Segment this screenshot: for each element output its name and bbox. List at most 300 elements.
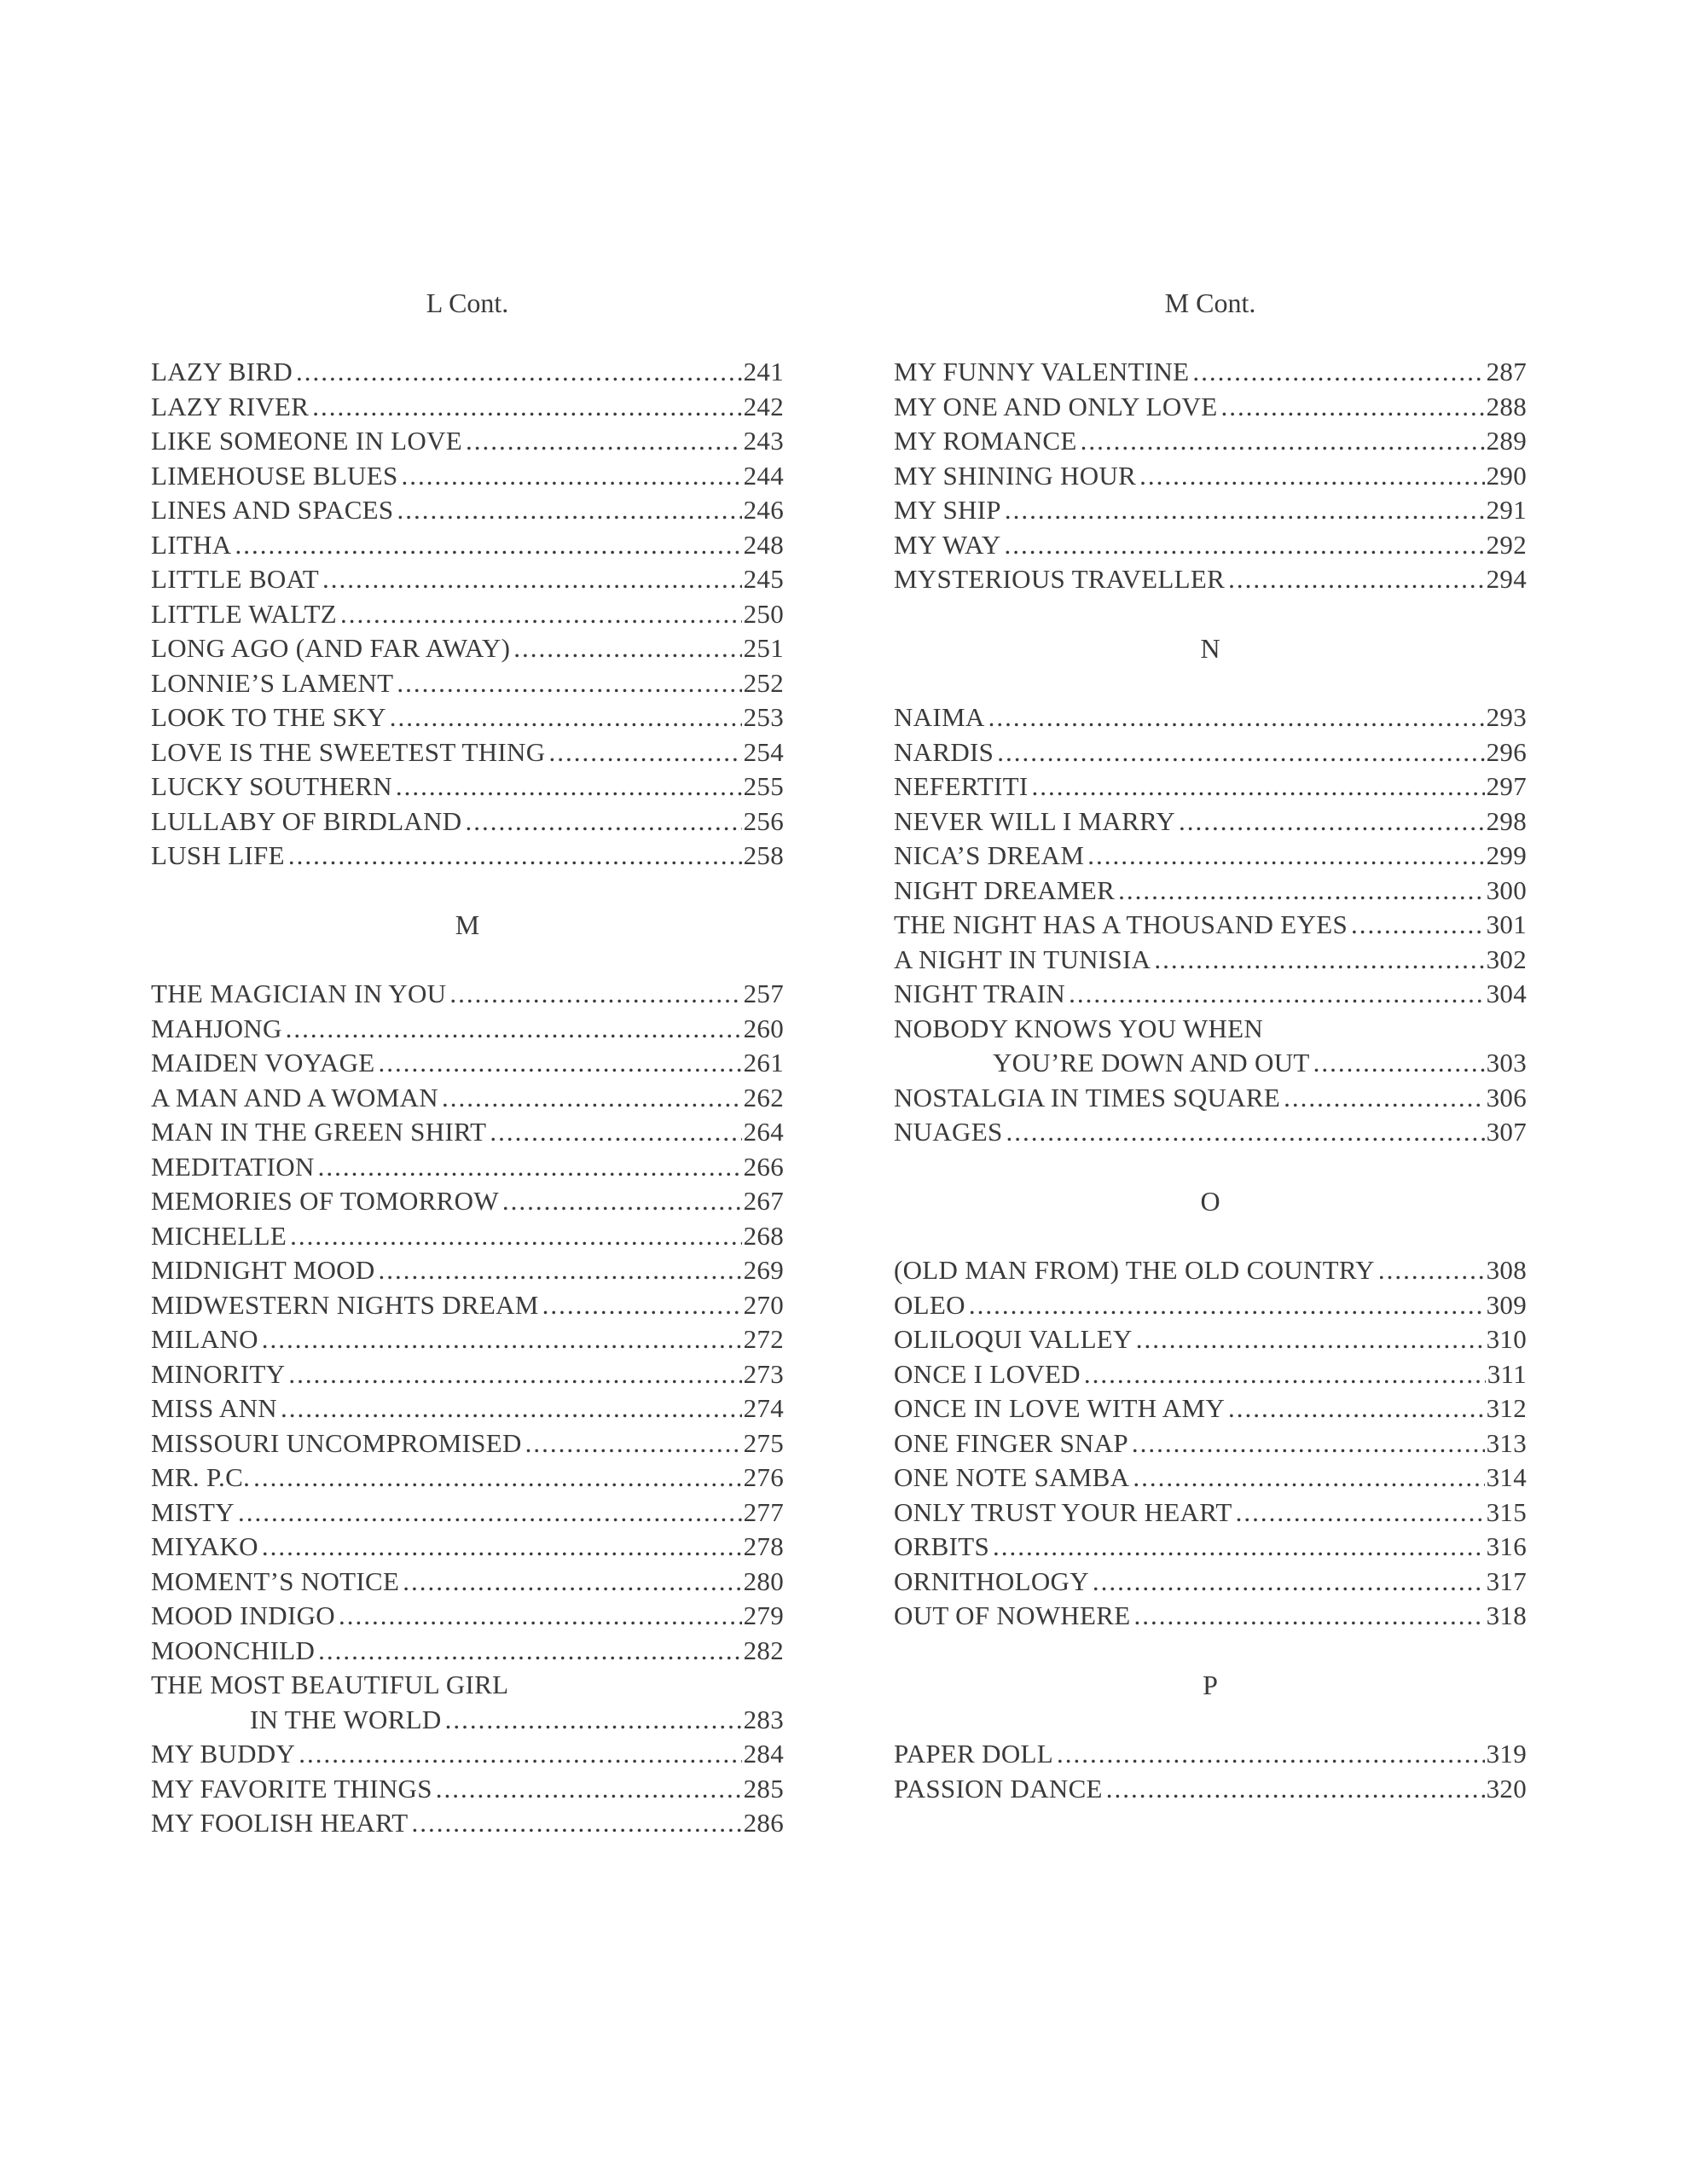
entry-page-number: 270 bbox=[743, 1289, 784, 1320]
toc-entry-list bbox=[151, 355, 784, 874]
entry-title: MR. P.C. bbox=[151, 1462, 251, 1492]
dot-leader bbox=[318, 1634, 741, 1669]
dot-leader bbox=[1228, 562, 1485, 597]
entry-page-number: 286 bbox=[743, 1808, 784, 1838]
entry-title: OLEO bbox=[894, 1289, 965, 1320]
toc-entry[interactable] bbox=[151, 666, 784, 701]
entry-page-number: 273 bbox=[743, 1358, 784, 1389]
dot-leader bbox=[1032, 770, 1485, 804]
toc-entry[interactable] bbox=[151, 804, 784, 839]
toc-entry[interactable] bbox=[894, 1253, 1527, 1288]
entry-title: MISS ANN bbox=[151, 1393, 277, 1423]
dot-leader bbox=[411, 1806, 741, 1841]
toc-entry[interactable] bbox=[894, 943, 1527, 978]
dot-leader bbox=[1378, 1253, 1485, 1288]
toc-entry[interactable] bbox=[151, 1184, 784, 1219]
dot-leader bbox=[1139, 459, 1485, 494]
dot-leader bbox=[1006, 1115, 1485, 1150]
toc-entry[interactable] bbox=[894, 874, 1527, 909]
toc-entry[interactable] bbox=[151, 770, 784, 804]
entry-title: MAN IN THE GREEN SHIRT bbox=[151, 1117, 487, 1147]
entry-page-number: 277 bbox=[743, 1496, 784, 1527]
entry-page-number: 243 bbox=[743, 426, 784, 456]
entry-title: OLILOQUI VALLEY bbox=[894, 1324, 1133, 1354]
entry-title-continued: YOU’RE DOWN AND OUT bbox=[993, 1048, 1310, 1077]
dot-leader bbox=[262, 1322, 742, 1357]
dot-leader bbox=[339, 1599, 742, 1634]
entry-page-number: 278 bbox=[743, 1531, 784, 1561]
left-column bbox=[151, 286, 784, 1875]
toc-entry[interactable] bbox=[151, 562, 784, 597]
dot-leader bbox=[402, 459, 742, 494]
section-heading: M Cont. bbox=[1164, 288, 1256, 318]
toc-entry[interactable] bbox=[894, 1737, 1527, 1772]
entry-title: MISSOURI UNCOMPROMISED bbox=[151, 1427, 522, 1458]
dot-leader bbox=[502, 1184, 742, 1219]
entry-title: NEFERTITI bbox=[894, 771, 1029, 801]
dot-leader bbox=[290, 1219, 741, 1254]
dot-leader bbox=[1154, 943, 1484, 978]
entry-page-number: 307 bbox=[1486, 1117, 1527, 1147]
dot-leader bbox=[1313, 1046, 1487, 1081]
toc-entry[interactable] bbox=[151, 1496, 784, 1531]
toc-entry[interactable] bbox=[151, 1115, 784, 1150]
entry-title: NIGHT TRAIN bbox=[894, 979, 1066, 1008]
dot-leader bbox=[1069, 977, 1485, 1012]
dot-leader bbox=[397, 666, 741, 701]
entry-title: MY SHIP bbox=[894, 495, 1001, 525]
entry-title: MEDITATION bbox=[151, 1151, 315, 1182]
entry-title: ORNITHOLOGY bbox=[894, 1565, 1089, 1596]
dot-leader bbox=[299, 1737, 741, 1772]
toc-entry[interactable] bbox=[894, 1772, 1527, 1807]
entry-title: A NIGHT IN TUNISIA bbox=[894, 944, 1151, 974]
entry-page-number: 315 bbox=[1486, 1496, 1527, 1527]
entry-page-number: 317 bbox=[1486, 1565, 1527, 1596]
toc-entry[interactable] bbox=[151, 1530, 784, 1565]
section-heading: O bbox=[1200, 1186, 1220, 1217]
toc-entry[interactable] bbox=[894, 355, 1527, 390]
dot-leader bbox=[1093, 1565, 1485, 1600]
toc-entry-list bbox=[894, 1253, 1527, 1634]
toc-entry[interactable] bbox=[894, 839, 1527, 874]
toc-entry[interactable] bbox=[894, 459, 1527, 494]
entry-title: MICHELLE bbox=[151, 1220, 287, 1251]
toc-entry[interactable] bbox=[151, 1046, 784, 1081]
dot-leader bbox=[466, 424, 742, 459]
entry-page-number: 255 bbox=[743, 771, 784, 801]
toc-entry[interactable] bbox=[894, 1081, 1527, 1116]
dot-leader bbox=[1136, 1322, 1485, 1357]
entry-page-number: 251 bbox=[743, 633, 784, 663]
entry-title: MAIDEN VOYAGE bbox=[151, 1048, 375, 1077]
entry-title: (OLD MAN FROM) THE OLD COUNTRY bbox=[894, 1255, 1375, 1285]
entry-page-number: 302 bbox=[1486, 944, 1527, 974]
entry-page-number: 283 bbox=[743, 1704, 784, 1734]
entry-page-number: 308 bbox=[1486, 1255, 1527, 1285]
entry-title: LUSH LIFE bbox=[151, 840, 285, 870]
toc-entry[interactable] bbox=[151, 1391, 784, 1426]
entry-title: PASSION DANCE bbox=[894, 1773, 1103, 1804]
dot-leader bbox=[1192, 355, 1484, 390]
entry-page-number: 301 bbox=[1486, 909, 1527, 939]
entry-page-number: 266 bbox=[743, 1151, 784, 1182]
toc-entry[interactable] bbox=[151, 977, 784, 1012]
entry-page-number: 296 bbox=[1486, 736, 1527, 767]
dot-leader bbox=[513, 631, 741, 666]
entry-page-number: 291 bbox=[1486, 495, 1527, 525]
toc-entry-list bbox=[894, 700, 1527, 1150]
entry-title: NUAGES bbox=[894, 1117, 1003, 1147]
toc-entry[interactable] bbox=[894, 493, 1527, 528]
entry-title: MIDNIGHT MOOD bbox=[151, 1255, 375, 1285]
toc-entry[interactable] bbox=[151, 700, 784, 735]
entry-page-number: 313 bbox=[1486, 1427, 1527, 1458]
entry-page-number: 275 bbox=[743, 1427, 784, 1458]
toc-entry[interactable] bbox=[151, 493, 784, 528]
entry-page-number: 314 bbox=[1486, 1462, 1527, 1492]
dot-leader bbox=[993, 1530, 1485, 1565]
entry-page-number: 261 bbox=[743, 1048, 784, 1077]
entry-title: MY ONE AND ONLY LOVE bbox=[894, 391, 1218, 421]
toc-entry[interactable] bbox=[894, 908, 1527, 943]
dot-leader bbox=[542, 1288, 742, 1323]
toc-entry[interactable] bbox=[151, 597, 784, 632]
toc-entry[interactable] bbox=[894, 1599, 1527, 1634]
dot-leader bbox=[1220, 390, 1484, 425]
entry-title: MY FUNNY VALENTINE bbox=[894, 357, 1190, 386]
entry-page-number: 245 bbox=[743, 564, 784, 594]
toc-entry[interactable] bbox=[151, 1253, 784, 1288]
toc-entry[interactable] bbox=[151, 1668, 784, 1737]
entry-title: MIYAKO bbox=[151, 1531, 258, 1561]
entry-page-number: 264 bbox=[743, 1117, 784, 1147]
section-p bbox=[894, 1668, 1527, 1806]
dot-leader bbox=[490, 1115, 741, 1150]
entry-page-number: 299 bbox=[1486, 840, 1527, 870]
section-m bbox=[151, 908, 784, 1841]
entry-title: LOOK TO THE SKY bbox=[151, 702, 386, 732]
entry-page-number: 318 bbox=[1486, 1600, 1527, 1630]
dot-leader bbox=[1005, 528, 1485, 563]
toc-entry-list bbox=[151, 977, 784, 1841]
right-column bbox=[894, 286, 1527, 1841]
dot-leader bbox=[525, 1426, 742, 1461]
entry-title: NICA’S DREAM bbox=[894, 840, 1085, 870]
entry-title: MYSTERIOUS TRAVELLER bbox=[894, 564, 1226, 594]
toc-entry[interactable] bbox=[894, 1530, 1527, 1565]
entry-page-number: 260 bbox=[743, 1013, 784, 1043]
toc-entry[interactable] bbox=[151, 1806, 784, 1841]
entry-page-number: 303 bbox=[1486, 1048, 1527, 1077]
entry-title: LITTLE WALTZ bbox=[151, 598, 337, 629]
dot-leader bbox=[1351, 908, 1485, 943]
dot-leader bbox=[1005, 493, 1485, 528]
toc-entry[interactable] bbox=[151, 1322, 784, 1357]
toc-entry[interactable] bbox=[894, 390, 1527, 425]
toc-entry-list bbox=[894, 355, 1527, 597]
dot-leader bbox=[466, 804, 742, 839]
dot-leader bbox=[238, 1496, 742, 1531]
toc-entry[interactable] bbox=[151, 631, 784, 666]
entry-page-number: 248 bbox=[743, 529, 784, 560]
section-n bbox=[894, 631, 1527, 1150]
dot-leader bbox=[1133, 1599, 1484, 1634]
dot-leader bbox=[286, 1012, 742, 1047]
dot-leader bbox=[379, 1046, 742, 1081]
dot-leader bbox=[445, 1703, 744, 1738]
toc-entry[interactable] bbox=[151, 1599, 784, 1634]
entry-title: A MAN AND A WOMAN bbox=[151, 1082, 438, 1112]
entry-title: MY BUDDY bbox=[151, 1739, 296, 1769]
dot-leader bbox=[1228, 1391, 1485, 1426]
dot-leader bbox=[988, 700, 1485, 735]
entry-page-number: 250 bbox=[743, 598, 784, 629]
dot-leader bbox=[322, 562, 742, 597]
dot-leader bbox=[340, 597, 742, 632]
entry-title: MAHJONG bbox=[151, 1013, 282, 1043]
entry-page-number: 289 bbox=[1486, 426, 1527, 456]
entry-page-number: 316 bbox=[1486, 1531, 1527, 1561]
entry-title: MINORITY bbox=[151, 1358, 286, 1389]
dot-leader bbox=[235, 528, 741, 563]
entry-title: LINES AND SPACES bbox=[151, 495, 394, 525]
toc-entry[interactable] bbox=[894, 1322, 1527, 1357]
entry-page-number: 242 bbox=[743, 391, 784, 421]
entry-title: LIKE SOMEONE IN LOVE bbox=[151, 426, 463, 456]
dot-leader bbox=[442, 1081, 742, 1116]
dot-leader bbox=[449, 977, 741, 1012]
toc-entry[interactable] bbox=[151, 390, 784, 425]
toc-entry[interactable] bbox=[894, 770, 1527, 804]
entry-page-number: 309 bbox=[1486, 1289, 1527, 1320]
entry-title: LAZY RIVER bbox=[151, 391, 310, 421]
toc-entry[interactable] bbox=[151, 1634, 784, 1669]
entry-title: NOSTALGIA IN TIMES SQUARE bbox=[894, 1082, 1281, 1112]
entry-page-number: 241 bbox=[743, 357, 784, 386]
dot-leader bbox=[1179, 804, 1485, 839]
entry-title: ONE FINGER SNAP bbox=[894, 1427, 1128, 1458]
entry-title: NIGHT DREAMER bbox=[894, 874, 1116, 905]
toc-entry[interactable] bbox=[151, 1737, 784, 1772]
entry-title: LITHA bbox=[151, 529, 232, 560]
dot-leader bbox=[403, 1565, 741, 1600]
entry-page-number: 274 bbox=[743, 1393, 784, 1423]
toc-entry-list bbox=[894, 1737, 1527, 1806]
entry-title: ONLY TRUST YOUR HEART bbox=[894, 1496, 1232, 1527]
entry-title: LIMEHOUSE BLUES bbox=[151, 460, 398, 491]
entry-title: LITTLE BOAT bbox=[151, 564, 320, 594]
entry-title: NOBODY KNOWS YOU WHEN bbox=[894, 1013, 1264, 1043]
dot-leader bbox=[379, 1253, 742, 1288]
entry-page-number: 300 bbox=[1486, 874, 1527, 905]
entry-page-number: 285 bbox=[743, 1773, 784, 1804]
toc-entry[interactable] bbox=[894, 1426, 1527, 1461]
toc-entry[interactable] bbox=[894, 700, 1527, 735]
entry-page-number: 268 bbox=[743, 1220, 784, 1251]
entry-page-number: 272 bbox=[743, 1324, 784, 1354]
entry-page-number: 310 bbox=[1486, 1324, 1527, 1354]
entry-title: THE MOST BEAUTIFUL GIRL bbox=[151, 1670, 509, 1699]
entry-page-number: 287 bbox=[1486, 357, 1527, 386]
entry-page-number: 297 bbox=[1486, 771, 1527, 801]
dot-leader bbox=[390, 700, 742, 735]
entry-page-number: 256 bbox=[743, 805, 784, 836]
entry-page-number: 254 bbox=[743, 736, 784, 767]
dot-leader bbox=[397, 493, 741, 528]
dot-leader bbox=[997, 735, 1484, 770]
dot-leader bbox=[1133, 1461, 1484, 1496]
entry-title: NEVER WILL I MARRY bbox=[894, 805, 1176, 836]
toc-entry[interactable] bbox=[894, 562, 1527, 597]
dot-leader bbox=[1132, 1426, 1485, 1461]
entry-title: ONCE IN LOVE WITH AMY bbox=[894, 1393, 1226, 1423]
toc-entry[interactable] bbox=[151, 839, 784, 874]
toc-entry[interactable] bbox=[894, 528, 1527, 563]
entry-page-number: 288 bbox=[1486, 391, 1527, 421]
dot-leader bbox=[288, 839, 742, 874]
entry-page-number: 252 bbox=[743, 667, 784, 698]
dot-leader bbox=[288, 1357, 741, 1392]
entry-title: THE NIGHT HAS A THOUSAND EYES bbox=[894, 909, 1348, 939]
dot-leader bbox=[1106, 1772, 1485, 1807]
entry-page-number: 304 bbox=[1486, 979, 1527, 1008]
entry-page-number: 257 bbox=[743, 979, 784, 1008]
entry-title: MY FAVORITE THINGS bbox=[151, 1773, 432, 1804]
toc-entry[interactable] bbox=[151, 1426, 784, 1461]
section-heading: L Cont. bbox=[426, 288, 509, 318]
entry-title: MISTY bbox=[151, 1496, 235, 1527]
toc-entry[interactable] bbox=[894, 1012, 1527, 1081]
dot-leader bbox=[969, 1288, 1485, 1323]
toc-entry[interactable] bbox=[894, 1391, 1527, 1426]
entry-title: LONNIE’S LAMENT bbox=[151, 667, 394, 698]
entry-page-number: 282 bbox=[743, 1635, 784, 1665]
entry-title: MOMENT’S NOTICE bbox=[151, 1565, 400, 1596]
toc-entry[interactable] bbox=[894, 804, 1527, 839]
entry-page-number: 284 bbox=[743, 1739, 784, 1769]
entry-title: OUT OF NOWHERE bbox=[894, 1600, 1131, 1630]
dot-leader bbox=[548, 735, 741, 770]
dot-leader bbox=[1081, 424, 1485, 459]
entry-page-number: 269 bbox=[743, 1255, 784, 1285]
entry-page-number: 280 bbox=[743, 1565, 784, 1596]
entry-page-number: 290 bbox=[1486, 460, 1527, 491]
entry-title: MILANO bbox=[151, 1324, 258, 1354]
entry-page-number: 293 bbox=[1486, 702, 1527, 732]
entry-page-number: 246 bbox=[743, 495, 784, 525]
toc-entry[interactable] bbox=[151, 1012, 784, 1047]
toc-entry[interactable] bbox=[894, 424, 1527, 459]
toc-entry[interactable] bbox=[894, 1357, 1527, 1392]
entry-title: MIDWESTERN NIGHTS DREAM bbox=[151, 1289, 539, 1320]
entry-title: MY ROMANCE bbox=[894, 426, 1077, 456]
toc-entry[interactable] bbox=[151, 459, 784, 494]
section-heading: N bbox=[1200, 633, 1220, 664]
entry-title-continued: IN THE WORLD bbox=[250, 1704, 442, 1734]
entry-title: MY SHINING HOUR bbox=[894, 460, 1137, 491]
entry-title: MOOD INDIGO bbox=[151, 1600, 335, 1630]
entry-page-number: 276 bbox=[743, 1462, 784, 1492]
toc-entry[interactable] bbox=[151, 355, 784, 390]
section-l-cont bbox=[151, 286, 784, 874]
toc-entry[interactable] bbox=[894, 1565, 1527, 1600]
entry-title: LAZY BIRD bbox=[151, 357, 293, 386]
entry-title: PAPER DOLL bbox=[894, 1739, 1054, 1769]
entry-page-number: 306 bbox=[1486, 1082, 1527, 1112]
entry-title: MOONCHILD bbox=[151, 1635, 316, 1665]
entry-title: LUCKY SOUTHERN bbox=[151, 771, 392, 801]
entry-title: LONG AGO (AND FAR AWAY) bbox=[151, 633, 511, 663]
toc-entry[interactable] bbox=[894, 1496, 1527, 1531]
dot-leader bbox=[1118, 874, 1485, 909]
toc-entry[interactable] bbox=[151, 424, 784, 459]
entry-title: ONCE I LOVED bbox=[894, 1358, 1081, 1389]
entry-title: LULLABY OF BIRDLAND bbox=[151, 805, 462, 836]
toc-entry[interactable] bbox=[151, 735, 784, 770]
entry-page-number: 292 bbox=[1486, 529, 1527, 560]
entry-page-number: 244 bbox=[743, 460, 784, 491]
toc-entry[interactable] bbox=[894, 1461, 1527, 1496]
toc-entry[interactable] bbox=[151, 1150, 784, 1185]
entry-page-number: 294 bbox=[1486, 564, 1527, 594]
dot-leader bbox=[396, 770, 742, 804]
entry-page-number: 253 bbox=[743, 702, 784, 732]
toc-entry[interactable] bbox=[894, 1115, 1527, 1150]
dot-leader bbox=[1087, 839, 1484, 874]
dot-leader bbox=[318, 1150, 742, 1185]
entry-title: MY FOOLISH HEART bbox=[151, 1808, 409, 1838]
entry-page-number: 262 bbox=[743, 1082, 784, 1112]
section-heading: M bbox=[455, 909, 480, 940]
toc-entry[interactable] bbox=[151, 1461, 784, 1496]
dot-leader bbox=[262, 1530, 742, 1565]
dot-leader bbox=[312, 390, 741, 425]
section-m-cont bbox=[894, 286, 1527, 597]
dot-leader bbox=[253, 1461, 741, 1496]
entry-page-number: 311 bbox=[1487, 1358, 1527, 1389]
toc-entry[interactable] bbox=[151, 1081, 784, 1116]
entry-title: MY WAY bbox=[894, 529, 1001, 560]
entry-page-number: 258 bbox=[743, 840, 784, 870]
toc-entry[interactable] bbox=[151, 1565, 784, 1600]
toc-entry[interactable] bbox=[894, 977, 1527, 1012]
entry-title: MEMORIES OF TOMORROW bbox=[151, 1186, 499, 1216]
toc-entry[interactable] bbox=[151, 528, 784, 563]
entry-page-number: 279 bbox=[743, 1600, 784, 1630]
entry-title: THE MAGICIAN IN YOU bbox=[151, 979, 447, 1008]
entry-page-number: 312 bbox=[1486, 1393, 1527, 1423]
toc-entry[interactable] bbox=[894, 735, 1527, 770]
toc-entry[interactable] bbox=[151, 1219, 784, 1254]
section-o bbox=[894, 1184, 1527, 1634]
section-heading: P bbox=[1203, 1670, 1218, 1700]
toc-entry[interactable] bbox=[151, 1772, 784, 1807]
entry-title: NAIMA bbox=[894, 702, 985, 732]
entry-page-number: 320 bbox=[1486, 1773, 1527, 1804]
entry-title: ONE NOTE SAMBA bbox=[894, 1462, 1130, 1492]
dot-leader bbox=[1057, 1737, 1485, 1772]
toc-entry[interactable] bbox=[151, 1357, 784, 1392]
toc-entry[interactable] bbox=[151, 1288, 784, 1323]
entry-title: ORBITS bbox=[894, 1531, 990, 1561]
entry-page-number: 267 bbox=[743, 1186, 784, 1216]
dot-leader bbox=[1284, 1081, 1484, 1116]
dot-leader bbox=[1236, 1496, 1485, 1531]
dot-leader bbox=[281, 1391, 742, 1426]
toc-entry[interactable] bbox=[894, 1288, 1527, 1323]
entry-title: NARDIS bbox=[894, 736, 994, 767]
